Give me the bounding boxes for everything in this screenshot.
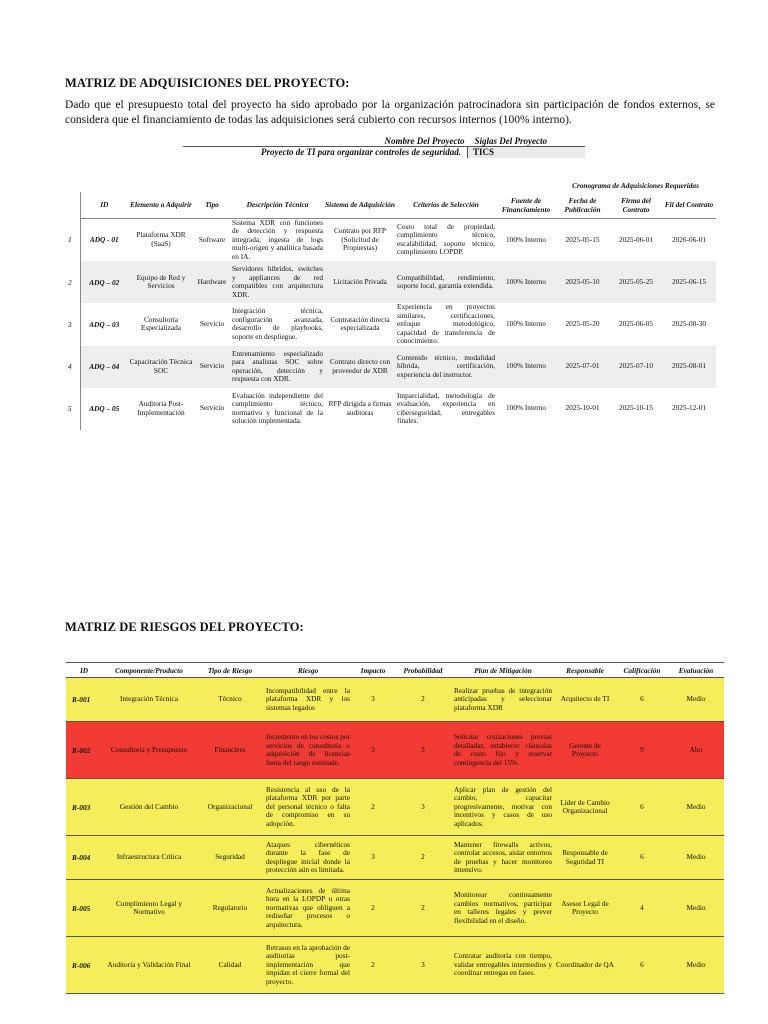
col-header: Descripción Técnica — [230, 192, 325, 218]
risk-id: R-006 — [66, 937, 102, 994]
risk-row — [66, 779, 724, 836]
col-header: Calificación — [616, 663, 668, 678]
adq-fin: 2025-12-01 — [671, 403, 707, 413]
riesgos-table — [66, 662, 724, 994]
risk-descripcion: Resistencia al uso de la plataforma XDR por parte del personal técnico o falta de compromiso en su adopción. — [264, 779, 352, 836]
risk-plan: Aplicar plan de gestión del cambio, capacitar progresivamente, motivar con incentivos y casos de uso aplicados. — [452, 779, 554, 836]
table-row — [66, 388, 716, 430]
risk-row — [66, 836, 724, 880]
adq-fin: 2026-06-01 — [671, 234, 707, 244]
adq-fuente: 100% Interno — [497, 346, 555, 388]
table-row — [66, 303, 716, 346]
risk-plan: Mantener firewalls activos, controlar accesos, aislar entornos de pruebas y hacer monitoreo intensivo. — [452, 836, 554, 880]
adq-id: ADQ - 01 — [89, 235, 119, 245]
adq-descripcion: Entrenamiento especializado para analistas SOC sobre operación, detección y respuesta con XDR. — [230, 346, 325, 388]
riesgos-title: MATRIZ DE RIESGOS DEL PROYECTO: — [65, 620, 304, 634]
col-header: Sistema de Adquisición — [325, 192, 395, 218]
adq-criterios: Compatibilidad, rendimiento, soporte local, garantía extendida. — [395, 261, 497, 303]
adq-tipo: Hardware — [194, 261, 230, 303]
adq-fin: 2025-08-30 — [671, 319, 707, 328]
adq-publicacion: 2025-07-01 — [555, 346, 610, 388]
risk-impacto: 3 — [352, 678, 394, 722]
col-header: Fecha de Publicación — [555, 192, 610, 218]
risk-tipo: Organizacional — [196, 779, 264, 836]
adq-descripcion: Servidores híbridos, switches y appliances de red compatibles con arquitectura XDR. — [230, 261, 325, 303]
adq-fuente: 100% Interno — [506, 403, 546, 413]
adq-criterios: Imparcialidad, metodología de evaluación, experiencia en ciberseguridad, entregables finales. — [397, 390, 495, 425]
adq-fin: 2025-08-01 — [662, 346, 716, 388]
adq-criterios: Contenido técnico, modalidad híbrida, certificación, experiencia del instructor. — [395, 346, 497, 388]
risk-plan: Solicitar cotizaciones previas detalladas, establecer cláusulas de costo fijo y reservar contingencia del 15%. — [452, 722, 554, 779]
col-header: Tipo — [194, 192, 230, 218]
risk-descripcion: Ataques cibernéticos durante la fase de despliegue inicial donde la protección aún es limitada. — [264, 836, 352, 880]
col-header: Fuente de Financiamiento — [497, 192, 555, 218]
table-row — [66, 261, 716, 303]
risk-plan: Contratar auditoría con tiempo, validar entregables intermedios y coordinar entregas en fases. — [452, 937, 554, 994]
col-header: Firma del Contrato — [610, 192, 662, 218]
risk-plan: Monitorear continuamente cambios normativos, participar en talleres legales y prever flexibilidad en el diseño. — [452, 880, 554, 937]
adq-firma: 2025-06-05 — [618, 319, 654, 328]
row-number: 2 — [66, 261, 80, 303]
risk-row — [66, 678, 724, 722]
adq-firma: 2025-05-25 — [610, 261, 662, 303]
adq-publicacion: 2025-10-01 — [565, 403, 600, 413]
risk-probabilidad: 3 — [394, 779, 452, 836]
adquisiciones-title: MATRIZ DE ADQUISICIONES DEL PROYECTO: — [65, 76, 350, 90]
adq-firma: 2025-06-01 — [618, 234, 654, 244]
risk-impacto: 2 — [352, 779, 394, 836]
adq-elemento: Capacitación Técnica SOC — [128, 346, 194, 388]
col-header: Plan de Mitigación — [452, 663, 554, 678]
risk-probabilidad: 2 — [394, 836, 452, 880]
adq-elemento: Equipo de Red y Servicios — [128, 261, 194, 303]
risk-calificacion: 6 — [616, 678, 668, 722]
cronograma-header: Cronograma de Adquisiciones Requeridas — [572, 180, 699, 190]
col-header: Componente/Producto — [102, 663, 196, 678]
risk-responsable: Líder de Cambio Organizacional — [554, 779, 616, 836]
adq-id: ADQ – 05 — [89, 404, 120, 413]
adq-descripcion: Integración técnica, configuración avanzada, desarrollo de playbooks, soporte en despliegue. — [232, 306, 323, 341]
risk-impacto: 3 — [352, 722, 394, 779]
risk-calificacion: 6 — [616, 937, 668, 994]
row-number: 1 — [66, 218, 80, 261]
adq-publicacion: 2025-05-10 — [555, 261, 610, 303]
risk-evaluacion: Alto — [668, 722, 724, 779]
risk-id: R-003 — [66, 779, 102, 836]
adq-tipo: Servicio — [194, 346, 230, 388]
risk-descripcion: Incompatibilidad entre la plataforma XDR y los sistemas legados — [264, 678, 352, 722]
risk-calificacion: 9 — [616, 722, 668, 779]
table-row — [66, 218, 716, 261]
risk-responsable: Arquitecto de TI — [554, 678, 616, 722]
risk-row — [66, 937, 724, 994]
adq-elemento: Consultoría Especializada — [140, 314, 182, 333]
risk-id: R-005 — [66, 880, 102, 937]
risk-descripcion: Retrasos en la aprobación de auditorías post-implementación que impidan el cierre formal del proyecto. — [264, 937, 352, 994]
adq-sistema: RFP dirigida a firmas auditoras — [328, 399, 392, 417]
risk-responsable: Coordinador de QA — [554, 937, 616, 994]
project-name: Proyecto de TI para organizar controles de seguridad. — [261, 147, 461, 157]
adq-fuente: 100% Interno — [506, 234, 546, 244]
adquisiciones-table — [66, 178, 716, 430]
risk-impacto: 2 — [352, 937, 394, 994]
adq-descripcion: Evaluación independiente del cumplimiento técnico, normativo y funcional de la solución implementada. — [232, 390, 323, 425]
table-row — [66, 346, 716, 388]
risk-probabilidad: 2 — [394, 880, 452, 937]
risk-tipo: Calidad — [196, 937, 264, 994]
row-number: 5 — [66, 388, 80, 430]
col-header: ID — [66, 663, 102, 678]
col-header: Riesgo — [264, 663, 352, 678]
col-header: Criterios de Selección — [395, 192, 497, 218]
risk-responsable: Gerente de Proyecto — [554, 722, 616, 779]
risk-tipo: Técnico — [196, 678, 264, 722]
adq-id: ADQ – 03 — [89, 319, 120, 329]
risk-calificacion: 4 — [616, 880, 668, 937]
risk-componente: Cumplimiento Legal y Normativo — [102, 880, 196, 937]
adq-sistema: Contrato por RFP (Solicitud de Propuestas) — [334, 226, 386, 252]
risk-componente: Consultoría y Presupuesto — [102, 722, 196, 779]
adq-sistema: Licitación Privada — [325, 261, 395, 303]
row-number: 4 — [66, 346, 80, 388]
risk-evaluacion: Medio — [668, 937, 724, 994]
risk-evaluacion: Medio — [668, 779, 724, 836]
risk-calificacion: 6 — [616, 836, 668, 880]
adq-sistema: Contrato directo con proveedor de XDR — [325, 346, 395, 388]
intro-paragraph: Dado que el presupuesto total del proyecto ha sido aprobado por la organización patrocinadora sin participación de fondos externos, se considera que el financiamiento de todas las adquisiciones será cubierto con recursos internos (100% interno). — [65, 99, 715, 126]
risk-componente: Gestión del Cambio — [102, 779, 196, 836]
adq-firma: 2025-10-15 — [618, 403, 654, 413]
adq-firma: 2025-07-10 — [610, 346, 662, 388]
adq-publicacion: 2025-05-15 — [565, 234, 600, 244]
adq-publicacion: 2025-05-20 — [565, 319, 600, 328]
project-name-header: Nombre Del Proyecto — [384, 136, 465, 146]
risk-tipo: Regulatorio — [196, 880, 264, 937]
risk-probabilidad: 3 — [394, 937, 452, 994]
col-header: Evaluación — [668, 663, 724, 678]
adq-descripcion: Sistema XDR con funciones de detección y respuesta integrada, ingesta de logs multi-origen y analítica basada en IA. — [232, 217, 323, 261]
adq-elemento: Auditoría Post-Implementación — [137, 399, 185, 417]
risk-plan: Realizar pruebas de integración anticipadas y seleccionar plataforma XDR — [452, 678, 554, 722]
adq-elemento: Plataforma XDR (SaaS) — [136, 230, 186, 248]
col-header: Responsable — [554, 663, 616, 678]
risk-calificacion: 6 — [616, 779, 668, 836]
col-header: ID — [80, 192, 128, 218]
risk-responsable: Asesor Legal de Proyecto — [554, 880, 616, 937]
risk-evaluacion: Medio — [668, 678, 724, 722]
risk-tipo: Seguridad — [196, 836, 264, 880]
project-sig: TICS — [467, 147, 585, 158]
adq-tipo: Servicio — [199, 403, 225, 413]
risk-descripcion: Incremento en los costos por servicios de consultoría o adquisición de licencias fuera del rango estimado. — [264, 722, 352, 779]
col-header: Fil del Contrato — [662, 192, 716, 218]
col-header: Probabilidad — [394, 663, 452, 678]
risk-id: R-001 — [66, 678, 102, 722]
adq-id: ADQ – 02 — [80, 261, 128, 303]
adq-tipo: Servicio — [199, 319, 225, 328]
risk-row — [66, 880, 724, 937]
risk-probabilidad: 3 — [394, 722, 452, 779]
risk-row — [66, 722, 724, 779]
risk-id: R-004 — [66, 836, 102, 880]
adq-fuente: 100% Interno — [497, 261, 555, 303]
col-header: Impacto — [352, 663, 394, 678]
project-info — [183, 136, 585, 158]
col-header: Tipo de Riesgo — [196, 663, 264, 678]
risk-impacto: 2 — [352, 880, 394, 937]
risk-responsable: Responsable de Seguridad TI — [554, 836, 616, 880]
risk-tipo: Financiero — [196, 722, 264, 779]
adq-criterios: Experiencia en proyectos similares, certificaciones, enfoque metodológico, capacidad de transferencia de conocimiento. — [397, 302, 495, 345]
row-number: 3 — [66, 303, 80, 346]
adq-tipo: Software — [198, 234, 226, 244]
risk-evaluacion: Medio — [668, 836, 724, 880]
risk-evaluacion: Medio — [668, 880, 724, 937]
col-header: Elemento a Adquirir — [128, 192, 194, 218]
risk-descripcion: Actualizaciones de última hora en la LOPDP u otras normativas que obliguen a rediseñar procesos o arquitectura. — [264, 880, 352, 937]
risk-componente: Infraestructura Crítica — [102, 836, 196, 880]
risk-componente: Integración Técnica — [102, 678, 196, 722]
project-sig-header: Siglas Del Proyecto — [474, 136, 547, 146]
risk-componente: Auditoría y Validación Final — [102, 937, 196, 994]
risk-probabilidad: 2 — [394, 678, 452, 722]
risk-id: R-002 — [66, 722, 102, 779]
adq-criterios: Costo total de propiedad, cumplimiento técnico, escalabilidad, soporte técnico, cumplimiento LOPDP. — [397, 221, 495, 257]
adq-sistema: Contratación directa especializada — [330, 314, 390, 333]
adq-id: ADQ – 04 — [80, 346, 128, 388]
risk-impacto: 3 — [352, 836, 394, 880]
adq-fin: 2025-06-15 — [662, 261, 716, 303]
adq-fuente: 100% Interno — [506, 319, 546, 328]
